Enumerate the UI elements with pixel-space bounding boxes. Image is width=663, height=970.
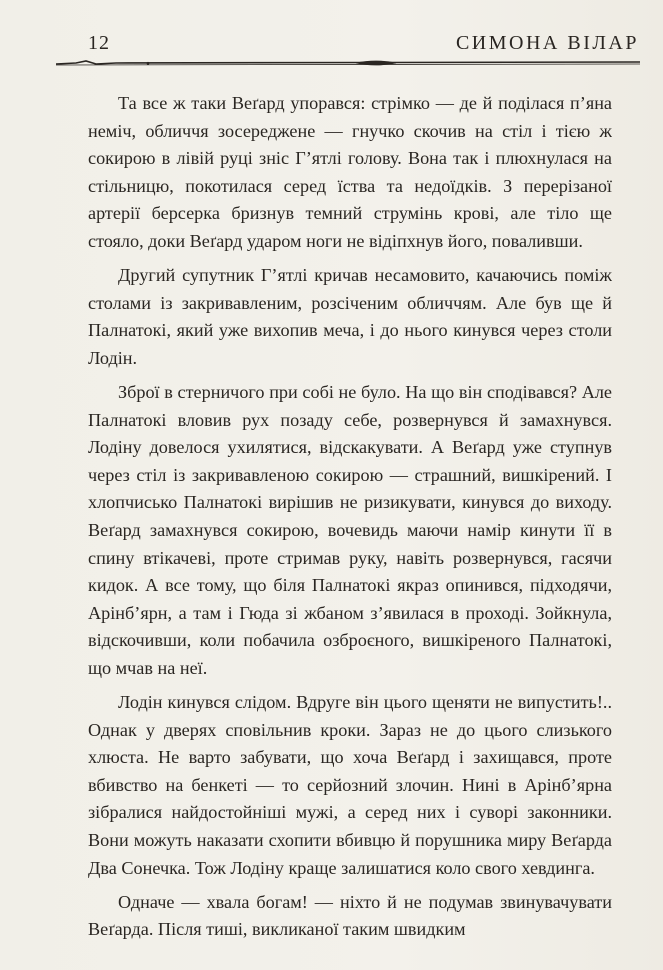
paragraph: Та все ж таки Веґард упорався: стрімко — де й поділася п’яна неміч, обличчя зосереджене — гнучко скочив на стіл і тією ж сокирою в лівій руці зніс Гʼятлі голову. Вона так і плюхнулася на стільницю, покотилася серед їства та недоїдків. З перерізаної артерії берсерка бризнув темний струмінь крові, але тіло ще стояло, доки Веґард ударом ноги не відіпхнув його, поваливши. <box>88 93 612 251</box>
paragraph: Другий супутник Гʼятлі кричав несамовито, качаючись поміж столами із закривавленим, розсіченим обличчям. Але був ще й Палнатокі, який уже вихопив меча, і до нього кинувся через столи Лодін. <box>88 265 612 368</box>
body-text <box>88 90 612 944</box>
running-title: СИМОНА ВІЛАР <box>455 32 639 54</box>
paragraph: Одначе — хвала богам! — ніхто й не подумав звинувачувати Веґарда. Після тиші, викликаної таким швидким <box>88 891 612 940</box>
page-header <box>88 20 639 60</box>
ornamental-rule <box>56 58 640 68</box>
paragraph: Лодін кинувся слідом. Вдруге він цього щеняти не випустить!.. Однак у дверях сповільнив кроки. Зараз не до цього слизького хлюста. Не варто забувати, що хоча Веґард і захищався, проте вбивство на бенкеті — то серйозний злочин. Нині в Арінбʼярна зібралися найдостойніші мужі, а серед них і суворі законники. Вони можуть наказати схопити вбивцю й порушника миру Веґарда Два Сонечка. Тож Лодіну краще залишатися коло свого хевдинга. <box>88 691 612 878</box>
page-number: 12 <box>88 32 110 54</box>
paragraph: Зброї в стерничого при собі не було. На що він сподівався? Але Палнатокі вловив рух позаду себе, розвернувся й замахнувся. Лодіну довелося ухилятися, відскакувати. А Веґард уже ступнув через стіл із закривавленою сокирою — страшний, вишкірений. І хлопчисько Палнатокі вирішив не ризикувати, кинувся до виходу. Веґард замахнувся сокирою, вочевидь маючи намір кинути її в спину втікачеві, проте стримав руку, навіть розвернувся, гасячи кидок. А все тому, що біля Палнатокі якраз опинився, підходячи, Арінбʼярн, а там і Гюда зі жбаном зʼявилася в проході. Зойкнула, відскочивши, коли побачила озброєного, вишкіреного Палнатокі, що мчав на неї. <box>88 381 612 678</box>
